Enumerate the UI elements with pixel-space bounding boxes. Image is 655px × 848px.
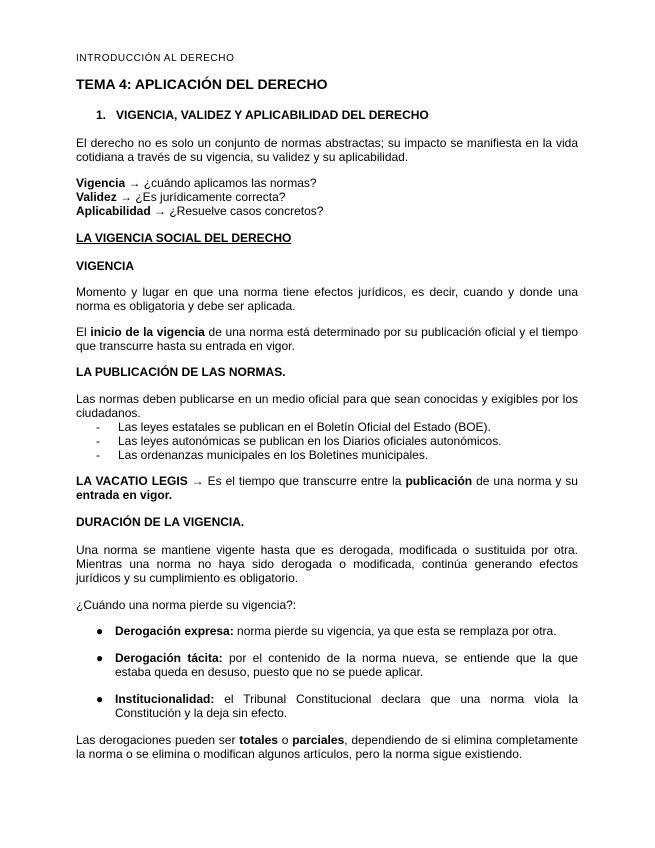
final-paragraph	[76, 733, 578, 761]
list-item	[96, 434, 576, 448]
duracion-heading: DURACIÓN DE LA VIGENCIA.	[76, 515, 245, 529]
list-item-text: Las leyes autonómicas se publican en los Diarios oficiales autonómicos.	[118, 434, 502, 448]
page-title: TEMA 4: APLICACIÓN DEL DERECHO	[76, 76, 328, 92]
bullet-text: el Tribunal Constitucional declara que una norma viola la Constitución y la deja sin efecto.	[115, 692, 578, 720]
definition-term: Aplicabilidad	[76, 204, 151, 218]
final-pre: Las derogaciones pueden ser	[76, 733, 240, 747]
definition-term: Validez	[76, 190, 117, 204]
bullet-text: por el contenido de la norma nueva, se entiende que la que estaba queda en desuso, puesto que no se puede aplicar.	[115, 651, 578, 679]
bullet-icon: ●	[96, 624, 104, 638]
inicio-post: de una norma está determinado por su publicación oficial y el tiempo que transcurre hasta su entrada en vigor.	[76, 325, 578, 353]
list-item	[96, 692, 578, 720]
publicacion-paragraph: Las normas deben publicarse en un medio oficial para que sean conocidas y exigibles por los ciudadanos.	[76, 392, 578, 420]
vacatio-legis-paragraph	[76, 474, 578, 502]
final-post: , dependiendo de si elimina completamente la norma o se elimina o modifican algunos artículos, pero la norma sigue existiendo.	[76, 733, 578, 761]
dash-marker: -	[96, 420, 100, 434]
dash-marker: -	[96, 448, 100, 462]
bullet-term: Derogación expresa:	[115, 624, 234, 638]
dash-marker: -	[96, 434, 100, 448]
definition-text: → ¿Resuelve casos concretos?	[150, 204, 324, 218]
vigencia-heading: VIGENCIA	[76, 259, 135, 273]
definitions-list	[76, 176, 578, 218]
definition-validez	[76, 190, 578, 204]
section-1-number: 1.	[96, 108, 107, 122]
section-1-heading	[96, 108, 576, 122]
definition-text: → ¿Es jurídicamente correcta?	[116, 190, 286, 204]
final-bold-totales: totales	[239, 733, 278, 747]
definition-vigencia	[76, 176, 578, 190]
final-bold-parciales: parciales	[292, 733, 345, 747]
list-item	[96, 624, 578, 638]
vacatio-bold-entrada: entrada en vigor.	[76, 488, 173, 502]
intro-paragraph: El derecho no es solo un conjunto de normas abstractas; su impacto se manifiesta en la vida cotidiana a través de su vigencia, su validez y su aplicabilidad.	[76, 136, 578, 164]
inicio-bold: inicio de la vigencia	[90, 325, 205, 339]
list-item-text: Las ordenanzas municipales en los Boletines municipales.	[118, 448, 429, 462]
page-header: INTRODUCCIÓN AL DERECHO	[76, 53, 235, 64]
vigencia-social-heading: LA VIGENCIA SOCIAL DEL DERECHO	[76, 231, 292, 245]
question-text: ¿Cuándo una norma pierde su vigencia?:	[76, 598, 297, 612]
definition-text: → ¿cuándo aplicamos las normas?	[125, 176, 317, 190]
list-item	[96, 448, 576, 462]
bullet-icon: ●	[96, 692, 104, 706]
section-1-title: VIGENCIA, VALIDEZ Y APLICABILIDAD DEL DERECHO	[116, 108, 429, 122]
vacatio-bold-publicacion: publicación	[405, 474, 473, 488]
inicio-pre: El	[76, 325, 91, 339]
vigencia-definition: Momento y lugar en que una norma tiene efectos jurídicos, es decir, cuando y donde una norma es obligatoria y debe ser aplicada.	[76, 285, 578, 313]
bullet-icon: ●	[96, 651, 104, 665]
vacatio-text-2: de una norma y su	[472, 474, 578, 488]
definition-term: Vigencia	[76, 176, 126, 190]
bullet-text: norma pierde su vigencia, ya que esta se remplaza por otra.	[233, 624, 557, 638]
list-item	[96, 651, 578, 679]
vacatio-text: → Es el tiempo que transcurre entre la	[187, 474, 406, 488]
list-item	[96, 420, 576, 434]
bullet-term: Derogación tácita:	[115, 651, 223, 665]
vacatio-term: LA VACATIO LEGIS	[76, 474, 188, 488]
list-item-text: Las leyes estatales se publican en el Boletín Oficial del Estado (BOE).	[118, 420, 491, 434]
publicacion-heading: LA PUBLICACIÓN DE LAS NORMAS.	[76, 365, 286, 379]
duracion-paragraph: Una norma se mantiene vigente hasta que es derogada, modificada o sustituida por otra. Mientras una norma no haya sido derogada o modificada, continúa generando efectos jurídicos y su cumplimiento es obligatorio.	[76, 543, 578, 585]
bullet-term: Institucionalidad:	[115, 692, 215, 706]
final-mid: o	[277, 733, 293, 747]
inicio-vigencia-paragraph	[76, 325, 578, 353]
definition-aplicabilidad	[76, 204, 578, 218]
